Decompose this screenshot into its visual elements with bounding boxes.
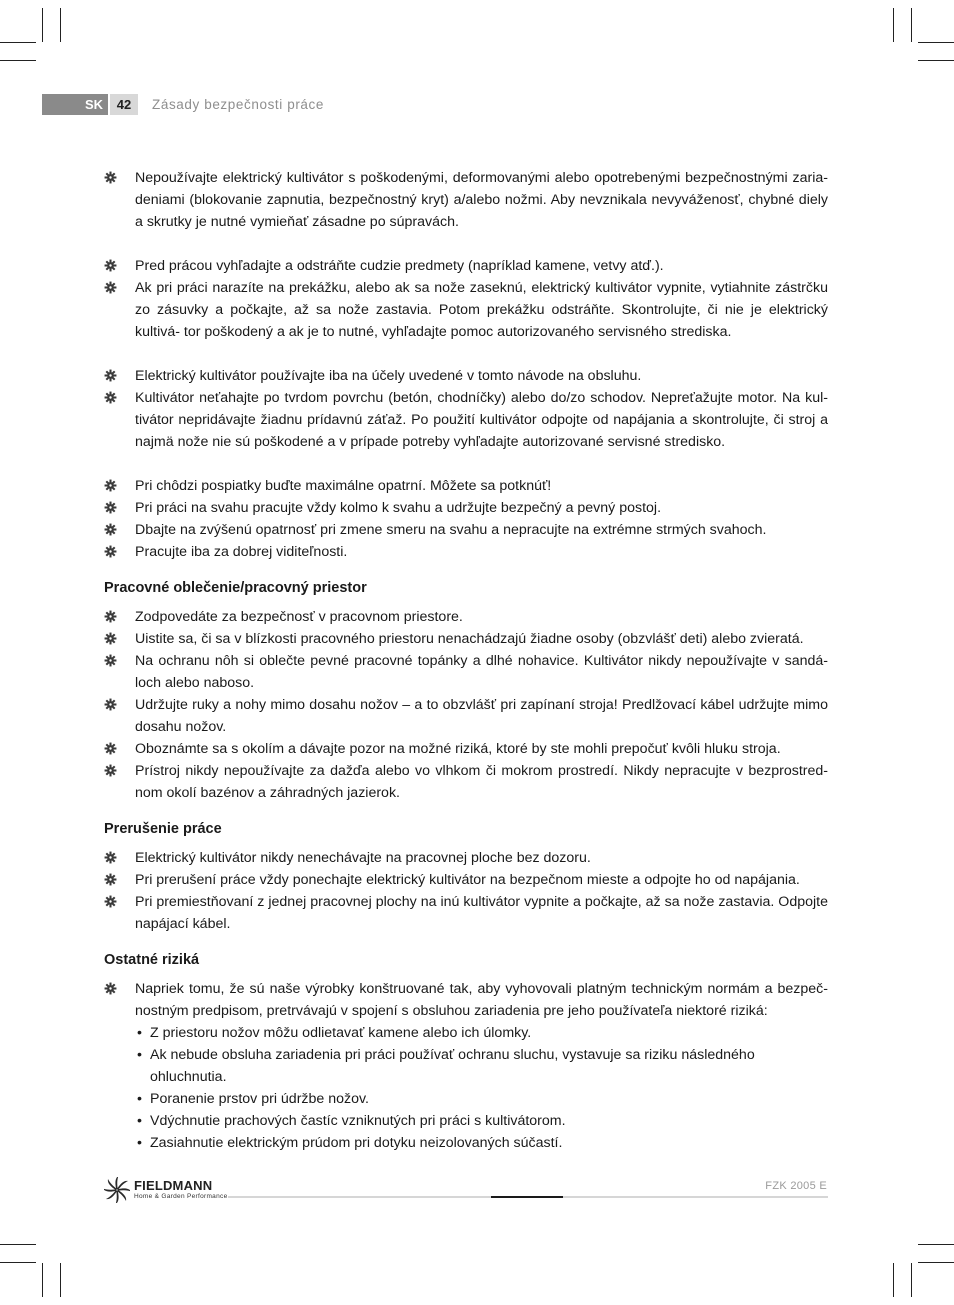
bullet-item: [104, 978, 828, 1022]
paragraph-gap: [104, 343, 828, 365]
crop-mark: [918, 60, 954, 61]
gear-sun-bullet-icon: [104, 501, 117, 514]
section-heading: Ostatné riziká: [104, 952, 200, 968]
section-heading: Pracovné oblečenie/pracovný priestor: [104, 580, 367, 596]
crop-mark: [0, 1262, 36, 1263]
bullet-text: Uistite sa, či sa v blízkosti pracovného priestoru nenachádzajú žiadne osoby (obzvlášť deti) alebo zvieratá.: [135, 631, 804, 647]
bullet-text: Ak pri práci narazíte na prekážku, alebo ak sa nože zaseknú, elektrický kultivátor vypnite, vytiahnite zástrčku zo zásuvky a počkajte, až sa nože zastavia. Potom prekážku odstráňte. Skontrolujte, či nie je elektrický kultivá- tor poškodený a ak je to nutné, vyhľadajte pomoc autorizovaného servisného strediska.: [135, 280, 828, 340]
bullet-item: [104, 167, 828, 233]
bullet-item: [104, 891, 828, 935]
bullet-item: [104, 255, 828, 277]
bullet-text: Elektrický kultivátor nikdy nenechávajte na pracovnej ploche bez dozoru.: [135, 850, 591, 866]
language-badge: SK: [42, 94, 108, 115]
sub-bullet-text: Poranenie prstov pri údržbe nožov.: [150, 1091, 369, 1107]
sub-bullet-item: [104, 1044, 828, 1088]
sub-bullet-item: [104, 1132, 828, 1154]
bullet-item: [104, 277, 828, 343]
sub-bullet-dot: •: [137, 1091, 142, 1107]
gear-sun-bullet-icon: [104, 764, 117, 777]
gear-sun-bullet-icon: [104, 982, 117, 995]
bullet-item: [104, 541, 828, 563]
sub-bullet-dot: •: [137, 1135, 142, 1151]
brand-name: FIELDMANN: [134, 1178, 213, 1194]
crop-mark: [911, 1263, 912, 1297]
document-body: [104, 167, 828, 1154]
section-heading: Prerušenie práce: [104, 821, 222, 837]
crop-mark: [60, 1263, 61, 1297]
paragraph-gap: [104, 453, 828, 475]
bullet-text: Prístroj nikdy nepoužívajte za dažďa alebo vo vlhkom či mokrom prostredí. Nikdy nepracujte v bezprostred- nom okolí bazénov a záhradných jazierok.: [135, 763, 828, 801]
crop-mark: [42, 1263, 43, 1297]
brand-tagline: Home & Garden Performance: [134, 1193, 228, 1201]
bullet-text: Oboznámte sa s okolím a dávajte pozor na možné riziká, ktoré by ste mohli prepočuť kvôli hluku stroja.: [135, 741, 781, 757]
footer-rule-accent: [491, 1196, 563, 1198]
sub-bullet-text: Zasiahnutie elektrickým prúdom pri dotyku neizolovaných súčastí.: [150, 1135, 563, 1151]
crop-mark: [42, 8, 43, 42]
gear-sun-bullet-icon: [104, 851, 117, 864]
bullet-text: Pri premiestňovaní z jednej pracovnej plochy na inú kultivátor vypnite a počkajte, až sa nože zastavia. Odpojte napájací kábel.: [135, 894, 828, 932]
gear-sun-bullet-icon: [104, 742, 117, 755]
fieldmann-flower-icon: [104, 1177, 130, 1203]
gear-sun-bullet-icon: [104, 523, 117, 536]
gear-sun-bullet-icon: [104, 654, 117, 667]
bullet-text: Elektrický kultivátor používajte iba na účely uvedené v tomto návode na obsluhu.: [135, 368, 642, 384]
bullet-text: Napriek tomu, že sú naše výrobky konštruované tak, aby vyhovovali platným technickým normám a bezpeč- nostným predpisom, pretrvávajú v spojení s obsluhou zariadenia pre jeho používateľa niektoré riziká:: [135, 981, 828, 1019]
bullet-item: [104, 650, 828, 694]
page-number: 42: [110, 94, 138, 115]
bullet-text: Dbajte na zvýšenú opatrnosť pri zmene smeru na svahu a nepracujte na extrémne strmých svahoch.: [135, 522, 767, 538]
bullet-text: Pri prerušení práce vždy ponechajte elektrický kultivátor na bezpečnom mieste a odpojte ho od napájania.: [135, 872, 800, 888]
bullet-item: [104, 628, 828, 650]
sub-bullet-item: [104, 1022, 828, 1044]
bullet-item: [104, 738, 828, 760]
bullet-text: Pri chôdzi pospiatky buďte maximálne opatrní. Môžete sa potknúť!: [135, 478, 552, 494]
crop-mark: [911, 8, 912, 42]
gear-sun-bullet-icon: [104, 259, 117, 272]
crop-mark: [918, 1244, 954, 1245]
gear-sun-bullet-icon: [104, 610, 117, 623]
bullet-item: [104, 365, 828, 387]
gear-sun-bullet-icon: [104, 873, 117, 886]
crop-mark: [0, 1244, 36, 1245]
bullet-item: [104, 869, 828, 891]
sub-bullet-dot: •: [137, 1047, 142, 1063]
page-header: [42, 94, 324, 115]
sub-bullet-item: [104, 1088, 828, 1110]
bullet-text: Kultivátor neťahajte po tvrdom povrchu (betón, chodníčky) alebo do/zo schodov. Nepreťažujte motor. Na kul- tivátor nepridávajte žiadnu prídavnú záťaž. Po použití kultivátor odpojte od napájania a skontrolujte, či stroj a najmä nože nie sú poškodené a v prípade potreby vyhľadajte autorizované servisné stredisko.: [135, 390, 828, 450]
crop-mark: [60, 8, 61, 42]
bullet-item: [104, 519, 828, 541]
sub-bullet-text: Ak nebude obsluha zariadenia pri práci používať ochranu sluchu, vystavuje sa riziku následného ohluchnutia.: [150, 1047, 755, 1085]
bullet-text: Zodpovedáte za bezpečnosť v pracovnom priestore.: [135, 609, 463, 625]
crop-mark: [918, 1262, 954, 1263]
gear-sun-bullet-icon: [104, 895, 117, 908]
bullet-text: Pred prácou vyhľadajte a odstráňte cudzie predmety (napríklad kamene, vetvy atď.).: [135, 258, 664, 274]
crop-mark: [0, 42, 36, 43]
gear-sun-bullet-icon: [104, 171, 117, 184]
gear-sun-bullet-icon: [104, 479, 117, 492]
gear-sun-bullet-icon: [104, 545, 117, 558]
crop-mark: [918, 42, 954, 43]
bullet-item: [104, 475, 828, 497]
crop-mark: [893, 8, 894, 42]
bullet-item: [104, 847, 828, 869]
bullet-text: Na ochranu nôh si oblečte pevné pracovné topánky a dlhé nohavice. Kultivátor nikdy nepoužívajte v sandá- loch alebo naboso.: [135, 653, 828, 691]
bullet-text: Pri práci na svahu pracujte vždy kolmo k svahu a udržujte bezpečný a pevný postoj.: [135, 500, 662, 516]
sub-bullet-dot: •: [137, 1113, 142, 1129]
bullet-text: Udržujte ruky a nohy mimo dosahu nožov – a to obzvlášť pri zapínaní stroja! Predlžovací kábel udržujte mimo dosahu nožov.: [135, 697, 828, 735]
bullet-item: [104, 387, 828, 453]
bullet-item: [104, 606, 828, 628]
sub-bullet-text: Z priestoru nožov môžu odlietavať kamene alebo ich úlomky.: [150, 1025, 532, 1041]
sub-bullet-item: [104, 1110, 828, 1132]
gear-sun-bullet-icon: [104, 391, 117, 404]
gear-sun-bullet-icon: [104, 698, 117, 711]
brand-logo: [104, 1177, 227, 1203]
footer-rule: [563, 1196, 828, 1198]
model-number: FZK 2005 E: [765, 1180, 827, 1192]
crop-mark: [0, 60, 36, 61]
bullet-text: Nepoužívajte elektrický kultivátor s poškodenými, deformovanými alebo opotrebenými bezpečnostnými zaria- deniami (blokovanie zapnutia, bezpečnostný kryt) a/alebo nožmi. Aby nevznikala nevyváženosť, chybné diely a skrutky je nutné vymieňať zásadne po súpravách.: [135, 170, 828, 230]
bullet-text: Pracujte iba za dobrej viditeľnosti.: [135, 544, 348, 560]
bullet-item: [104, 497, 828, 519]
gear-sun-bullet-icon: [104, 632, 117, 645]
paragraph-gap: [104, 233, 828, 255]
gear-sun-bullet-icon: [104, 281, 117, 294]
gear-sun-bullet-icon: [104, 369, 117, 382]
section-title: Zásady bezpečnosti práce: [152, 97, 324, 112]
sub-bullet-dot: •: [137, 1025, 142, 1041]
sub-bullet-text: Vdýchnutie prachových častíc vzniknutých pri práci s kultivátorom.: [150, 1113, 566, 1129]
bullet-item: [104, 760, 828, 804]
bullet-item: [104, 694, 828, 738]
footer-rule: [228, 1196, 491, 1198]
crop-mark: [893, 1263, 894, 1297]
